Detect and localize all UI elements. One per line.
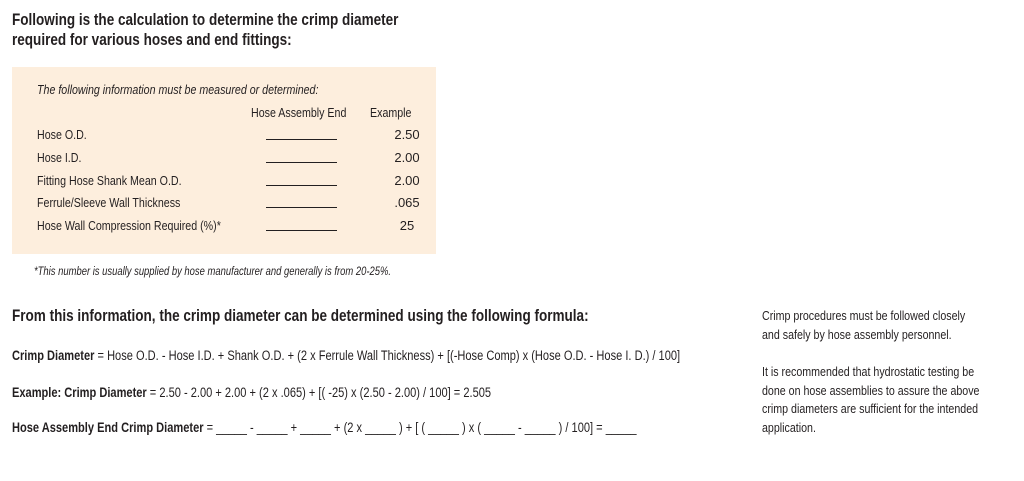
formula-heading: From this information, the crimp diameter can be determined using the following formula:: [12, 307, 589, 325]
heading-line-2: required for various hoses and end fittings:: [12, 31, 292, 49]
measurement-panel: [12, 67, 436, 254]
row-hose-od: [37, 127, 427, 147]
row-label: Hose Wall Compression Required (%)*: [37, 218, 221, 233]
example-formula-label: Example: Crimp Diameter: [12, 385, 147, 400]
side-note-line: It is recommended that hydrostatic testing be: [762, 364, 975, 379]
blank-field: [266, 207, 337, 208]
side-note-line: done on hose assemblies to assure the above: [762, 382, 980, 398]
side-note-procedures: [762, 307, 1012, 344]
row-shank-od: [37, 173, 427, 193]
row-example: 2.00: [394, 173, 420, 188]
row-label: Hose O.D.: [37, 127, 87, 142]
row-ferrule-thickness: [37, 195, 427, 215]
blank-field: [266, 139, 337, 140]
panel-intro: The following information must be measured or determined:: [37, 82, 319, 97]
row-example: .065: [394, 195, 420, 210]
row-label: Ferrule/Sleeve Wall Thickness: [37, 195, 181, 210]
row-wall-compression: [37, 218, 427, 238]
side-note-line: crimp diameters are sufficient for the intended: [762, 401, 979, 416]
page-heading: [12, 10, 483, 50]
blank-field: [266, 162, 337, 163]
row-example: 2.00: [394, 150, 420, 165]
crimp-formula-label: Crimp Diameter: [12, 348, 95, 363]
example-formula: [12, 385, 596, 400]
crimp-formula: [12, 348, 827, 363]
side-note-line: application.: [762, 419, 816, 435]
side-note-line: Crimp procedures must be followed closely: [762, 308, 966, 323]
footnote: *This number is usually supplied by hose manufacturer and generally is from 20-25%.: [34, 266, 391, 278]
column-header-example: Example: [370, 105, 412, 120]
blank-field: [266, 230, 337, 231]
assembly-formula-text: = _____ - _____ + _____ + (2 x _____ ) + [ ( _____ ) x ( _____ - _____ ) / 100] = _____: [203, 420, 637, 435]
column-header-assembly: Hose Assembly End: [251, 105, 347, 120]
blank-field: [266, 185, 337, 186]
row-example: 2.50: [394, 127, 420, 142]
assembly-formula: [12, 420, 774, 435]
row-hose-id: [37, 150, 427, 170]
row-label: Fitting Hose Shank Mean O.D.: [37, 173, 182, 188]
crimp-formula-text: = Hose O.D. - Hose I.D. + Shank O.D. + (2 x Ferrule Wall Thickness) + [(-Hose Comp) x (Hose O.D. - Hose I. D.) / 100]: [94, 348, 681, 363]
row-label: Hose I.D.: [37, 150, 82, 165]
example-formula-text: = 2.50 - 2.00 + 2.00 + (2 x .065) + [( -25) x (2.50 - 2.00) / 100] = 2.505: [146, 385, 492, 400]
assembly-formula-label: Hose Assembly End Crimp Diameter: [12, 420, 204, 435]
side-note-line: and safely by hose assembly personnel.: [762, 326, 952, 342]
side-note-testing: [762, 363, 1012, 437]
row-example: 25: [399, 218, 415, 233]
heading-line-1: Following is the calculation to determine the crimp diameter: [12, 11, 399, 29]
